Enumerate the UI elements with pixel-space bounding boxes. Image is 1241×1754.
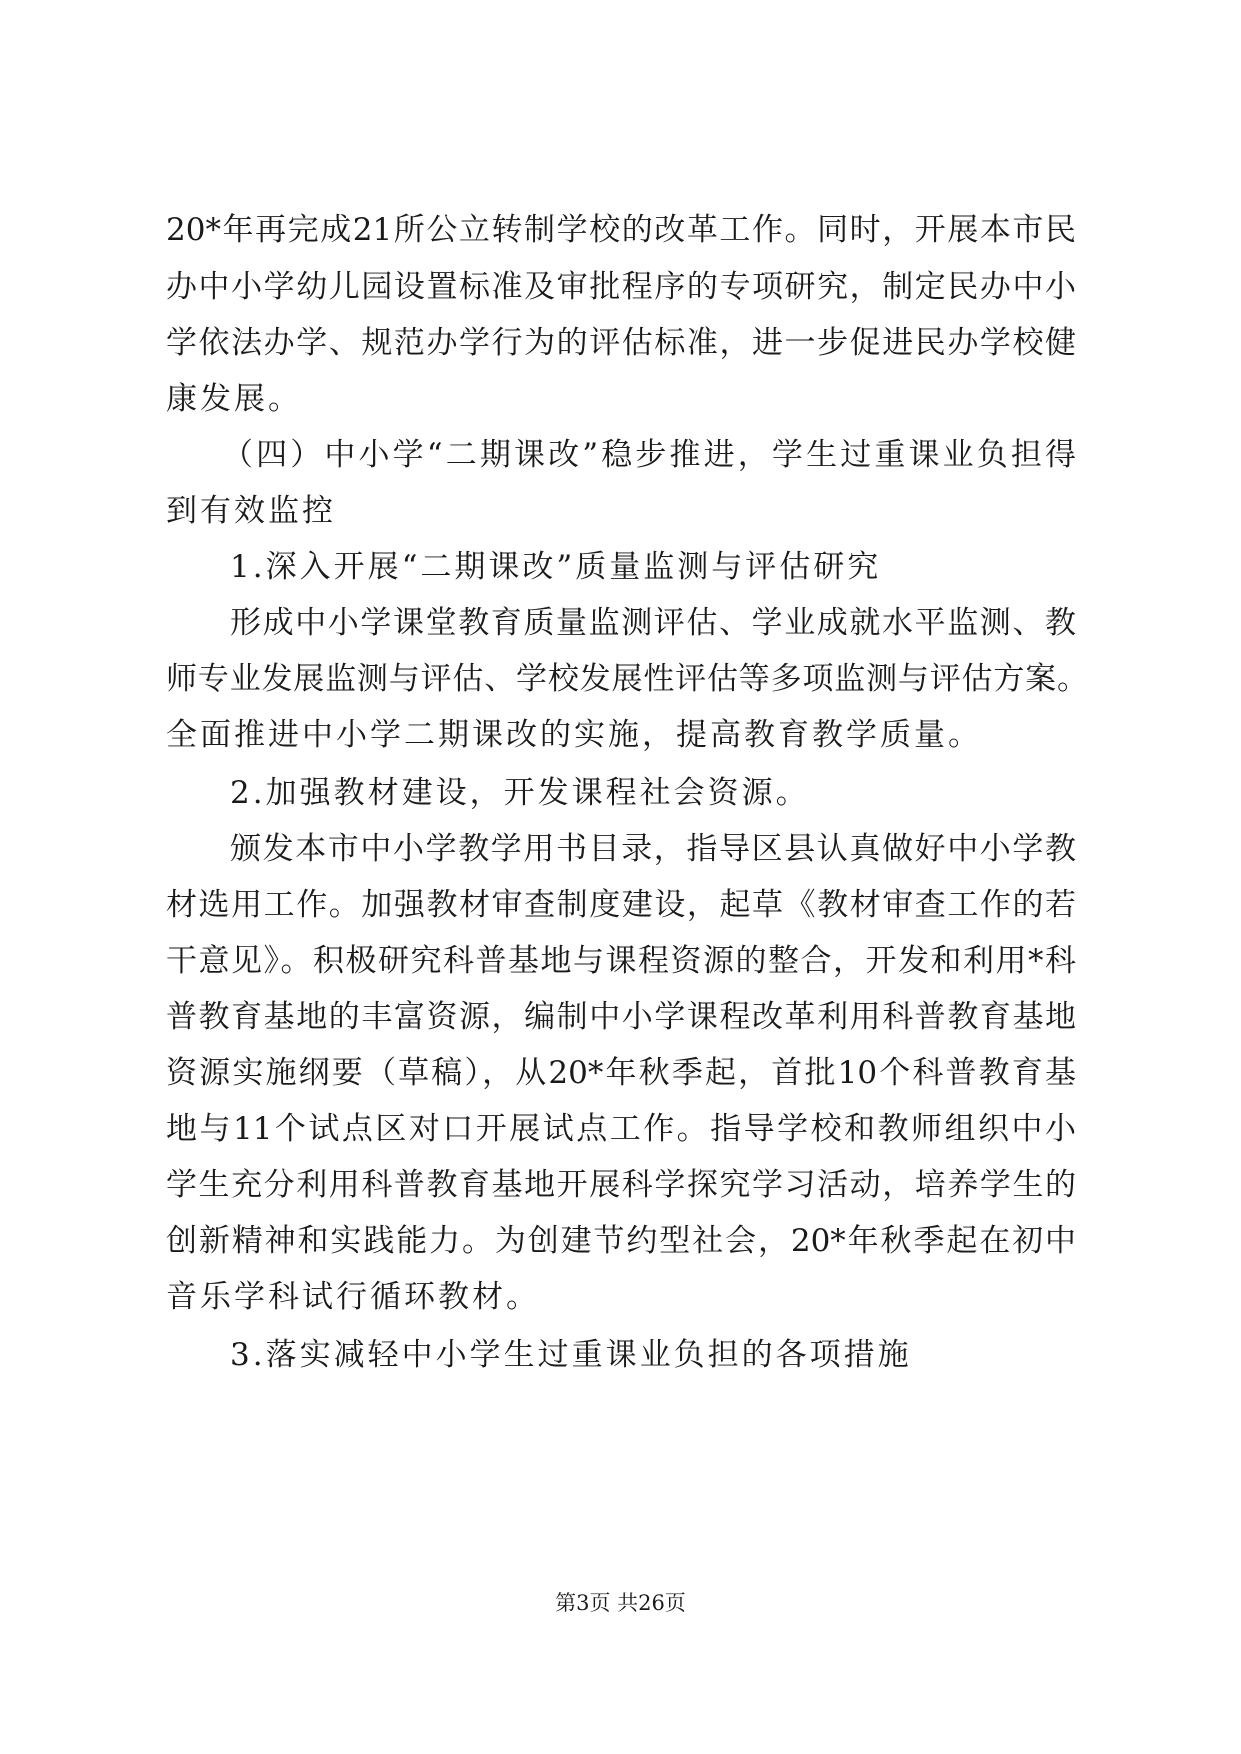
section-heading-line: 到有效监控: [166, 493, 336, 529]
paragraph-line: 材选用工作。加强教材审查制度建设，起草《教材审查工作的若: [166, 887, 1076, 923]
paragraph-line: 普教育基地的丰富资源，编制中小学课程改革利用科普教育基地: [166, 999, 1076, 1035]
paragraph-line: 音乐学科试行循环教材。: [166, 1279, 540, 1315]
subheading-1: 1.深入开展“二期课改”质量监测与评估研究: [230, 549, 882, 585]
paragraph-line: 康发展。: [166, 381, 302, 417]
paragraph-line: 20*年再完成21所公立转制学校的改革工作。同时，开展本市民: [166, 212, 1076, 248]
paragraph-line: 形成中小学课堂教育质量监测评估、学业成就水平监测、教: [230, 605, 1076, 641]
paragraph-line: 办中小学幼儿园设置标准及审批程序的专项研究，制定民办中小: [166, 269, 1076, 305]
subheading-3: 3.落实减轻中小学生过重课业负担的各项措施: [230, 1337, 912, 1373]
page-footer: 第3页 共26页: [555, 1591, 686, 1615]
subheading-2: 2.加强教材建设，开发课程社会资源。: [230, 775, 810, 811]
paragraph-line: 师专业发展监测与评估、学校发展性评估等多项监测与评估方案。: [166, 661, 1088, 697]
paragraph-line: 干意见》。积极研究科普基地与课程资源的整合，开发和利用*科: [166, 943, 1076, 979]
paragraph-line: 创新精神和实践能力。为创建节约型社会，20*年秋季起在初中: [166, 1223, 1076, 1259]
paragraph-line: 地与11个试点区对口开展试点工作。指导学校和教师组织中小: [166, 1111, 1076, 1147]
paragraph-line: 颁发本市中小学教学用书目录，指导区县认真做好中小学教: [230, 831, 1076, 867]
paragraph-line: 学依法办学、规范办学行为的评估标准，进一步促进民办学校健: [166, 325, 1076, 361]
paragraph-line: 学生充分利用科普教育基地开展科学探究学习活动，培养学生的: [166, 1167, 1076, 1203]
section-heading-line: （四）中小学“二期课改”稳步推进，学生过重课业负担得: [222, 437, 1076, 473]
paragraph-line: 全面推进中小学二期课改的实施，提高教育教学质量。: [166, 717, 982, 753]
paragraph-line: 资源实施纲要（草稿），从20*年秋季起，首批10个科普教育基: [166, 1055, 1076, 1091]
